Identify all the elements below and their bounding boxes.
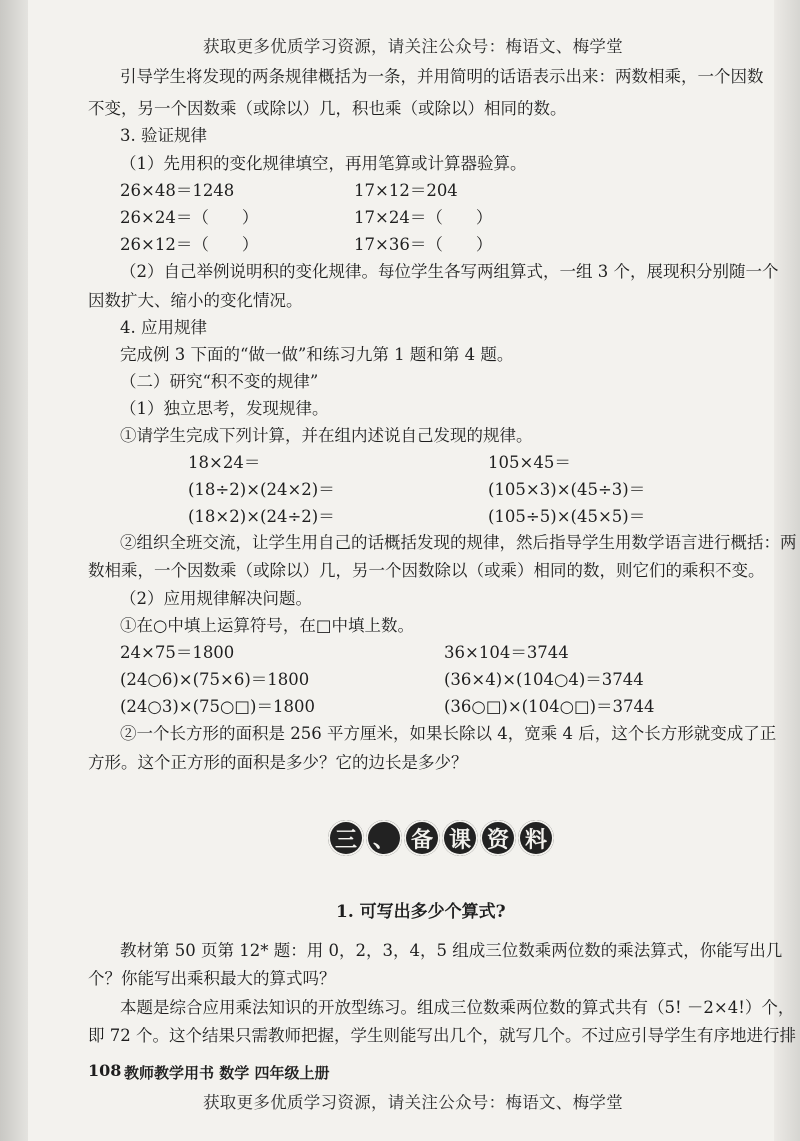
section-4-title: 4. 应用规律 — [120, 318, 207, 337]
fill-left-2: (24○6)×(75×6)＝1800 — [120, 670, 310, 689]
part-2-step-1b-line-1: ②组织全班交流，让学生用自己的话概括发现的规律，然后指导学生用数学语言进行概括：两 — [120, 533, 797, 552]
calc-right-2: (105×3)×(45÷3)＝ — [488, 480, 646, 499]
banner-char: 、 — [366, 820, 402, 856]
part-2-step-2a: ①在○中填上运算符号，在□中填上数。 — [120, 616, 414, 635]
banner-char: 备 — [404, 820, 440, 856]
equation-left-2: 26×24＝（ ） — [120, 208, 259, 227]
book-title: 教师教学用书 数学 四年级上册 — [124, 1064, 330, 1082]
part-2-step-2: （2）应用规律解决问题。 — [120, 589, 312, 608]
fill-right-3: (36○□)×(104○□)＝3744 — [444, 697, 655, 716]
calc-right-1: 105×45＝ — [488, 453, 571, 472]
part-2-step-1a: ①请学生完成下列计算，并在组内述说自己发现的规律。 — [120, 426, 533, 445]
banner-char: 料 — [518, 820, 554, 856]
material-p2-line-1: 本题是综合应用乘法知识的开放型练习。组成三位数乘两位数的算式共有（5! －2×4!）个， — [120, 998, 795, 1017]
calc-left-1: 18×24＝ — [188, 453, 261, 472]
banner-char: 资 — [480, 820, 516, 856]
calc-left-2: (18÷2)×(24×2)＝ — [188, 480, 335, 499]
intro-line-2: 不变，另一个因数乘（或除以）几，积也乘（或除以）相同的数。 — [88, 99, 567, 118]
calc-left-3: (18×2)×(24÷2)＝ — [188, 507, 335, 526]
part-2-step-1b-line-2: 数相乘，一个因数乘（或除以）几，另一个因数除以（或乘）相同的数，则它们的乘积不变。 — [88, 561, 765, 580]
section-3-step-1: （1）先用积的变化规律填空，再用笔算或计算器验算。 — [120, 154, 527, 173]
part-2-step-2b-line-1: ②一个长方形的面积是 256 平方厘米，如果长除以 4，宽乘 4 后，这个长方形就变成了正 — [120, 724, 777, 743]
equation-right-3: 17×36＝（ ） — [354, 235, 493, 254]
page-number: 108 — [88, 1061, 122, 1080]
fill-right-2: (36×4)×(104○4)＝3744 — [444, 670, 644, 689]
banner-char: 课 — [442, 820, 478, 856]
equation-right-2: 17×24＝（ ） — [354, 208, 493, 227]
material-p2-line-2: 即 72 个。这个结果只需教师把握，学生则能写出几个，就写几个。不过应引导学生有序地进行排 — [88, 1026, 796, 1045]
footer-watermark: 获取更多优质学习资源，请关注公众号：梅语文、梅学堂 — [203, 1093, 623, 1112]
banner-char: 三 — [328, 820, 364, 856]
material-title: 1. 可写出多少个算式? — [336, 902, 506, 922]
section-3-step-2-line-1: （2）自己举例说明积的变化规律。每位学生各写两组算式，一组 3 个，展现积分别随一个 — [120, 262, 779, 281]
material-p1-line-1: 教材第 50 页第 12* 题：用 0，2，3，4，5 组成三位数乘两位数的乘法算式，你能写出几 — [120, 941, 783, 960]
fill-left-3: (24○3)×(75○□)＝1800 — [120, 697, 315, 716]
page-binding-edge — [0, 0, 28, 1141]
fill-left-1: 24×75＝1800 — [120, 643, 235, 662]
page-right-edge — [774, 0, 800, 1141]
section-3-title: 3. 验证规律 — [120, 126, 207, 145]
header-watermark: 获取更多优质学习资源，请关注公众号：梅语文、梅学堂 — [203, 37, 623, 56]
section-3-step-2-line-2: 因数扩大、缩小的变化情况。 — [88, 291, 303, 310]
part-2-step-2b-line-2: 方形。这个正方形的面积是多少？它的边长是多少？ — [88, 753, 468, 772]
fill-right-1: 36×104＝3744 — [444, 643, 569, 662]
part-2-step-1: （1）独立思考，发现规律。 — [120, 399, 329, 418]
equation-left-1: 26×48＝1248 — [120, 181, 235, 200]
part-2-title: （二）研究“积不变的规律” — [120, 372, 319, 391]
section-banner — [328, 820, 554, 856]
equation-left-3: 26×12＝（ ） — [120, 235, 259, 254]
equation-right-1: 17×12＝204 — [354, 181, 458, 200]
section-4-text: 完成例 3 下面的“做一做”和练习九第 1 题和第 4 题。 — [120, 345, 514, 364]
calc-right-3: (105÷5)×(45×5)＝ — [488, 507, 646, 526]
intro-line-1: 引导学生将发现的两条规律概括为一条，并用简明的话语表示出来：两数相乘，一个因数 — [120, 67, 764, 86]
material-p1-line-2: 个？你能写出乘积最大的算式吗？ — [88, 969, 336, 988]
